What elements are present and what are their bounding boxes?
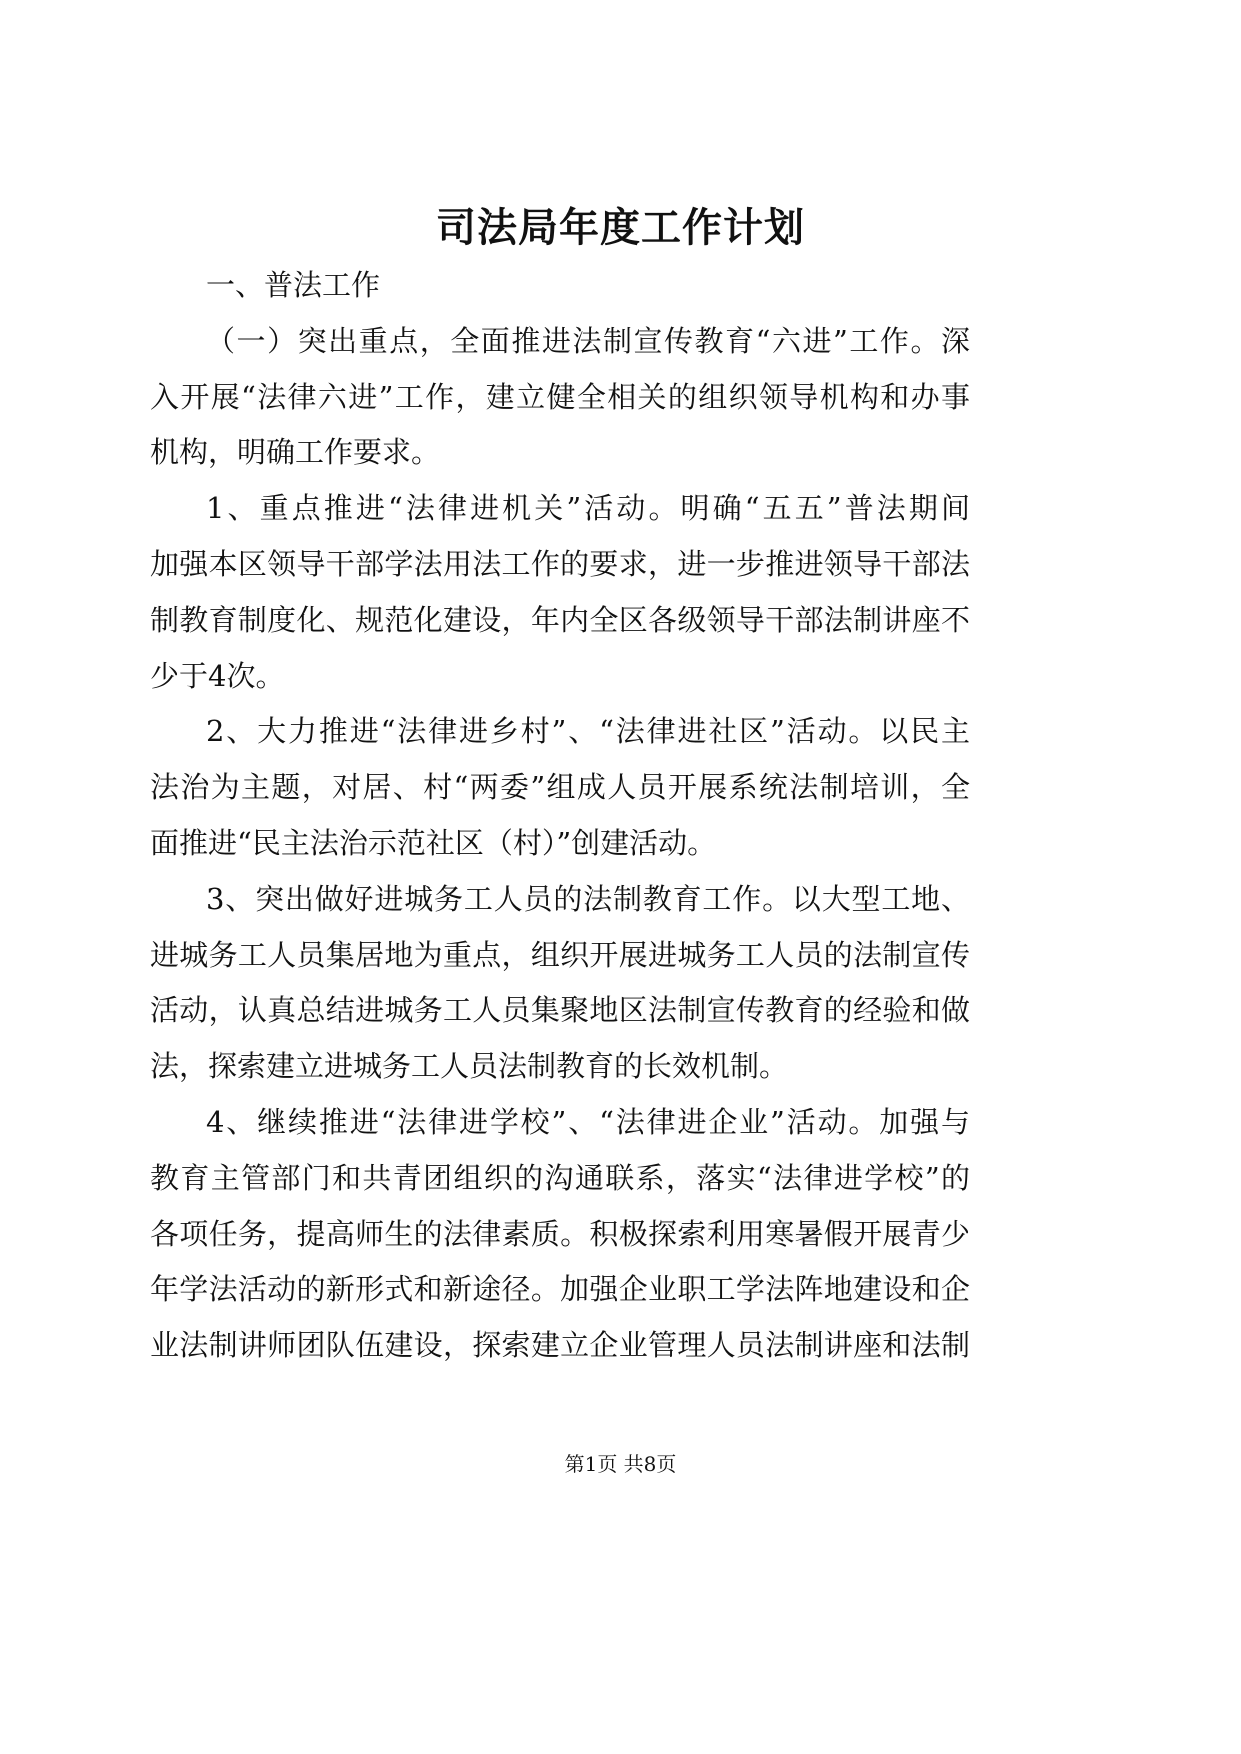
paragraph-line: （一）突出重点，全面推进法制宣传教育“六进”工作。深 xyxy=(206,323,970,358)
paragraph-line: 一、普法工作 xyxy=(206,268,381,302)
paragraph-line: 进城务工人员集居地为重点，组织开展进城务工人员的法制宣传 xyxy=(150,937,970,972)
paragraph-line: 各项任务，提高师生的法律素质。积极探索利用寒暑假开展青少 xyxy=(150,1216,970,1251)
paragraph-line: 机构，明确工作要求。 xyxy=(150,435,441,470)
document-title: 司法局年度工作计划 xyxy=(436,204,805,251)
paragraph-line: 4、继续推进“法律进学校”、“法律进企业”活动。加强与 xyxy=(206,1104,970,1139)
paragraph-line: 教育主管部门和共青团组织的沟通联系，落实“法律进学校”的 xyxy=(150,1160,970,1195)
paragraph-line: 2、大力推进“法律进乡村”、“法律进社区”活动。以民主 xyxy=(206,714,970,749)
page-footer: 第1页 共8页 xyxy=(564,1452,677,1476)
paragraph-line: 1、重点推进“法律进机关”活动。明确“五五”普法期间 xyxy=(206,491,970,526)
paragraph-line: 业法制讲师团队伍建设，探索建立企业管理人员法制讲座和法制 xyxy=(150,1328,970,1363)
paragraph-line: 3、突出做好进城务工人员的法制教育工作。以大型工地、 xyxy=(206,881,970,916)
paragraph-line: 法，探索建立进城务工人员法制教育的长效机制。 xyxy=(150,1049,789,1084)
paragraph-line: 面推进“民主法治示范社区（村）”创建活动。 xyxy=(150,825,717,860)
paragraph-line: 少于4次。 xyxy=(150,658,285,693)
paragraph-line: 年学法活动的新形式和新途径。加强企业职工学法阵地建设和企 xyxy=(150,1272,970,1307)
document-body xyxy=(150,258,970,1374)
paragraph-line: 活动，认真总结进城务工人员集聚地区法制宣传教育的经验和做 xyxy=(150,993,970,1028)
paragraph-line: 制教育制度化、规范化建设，年内全区各级领导干部法制讲座不 xyxy=(150,602,970,637)
paragraph-line: 法治为主题，对居、村“两委”组成人员开展系统法制培训，全 xyxy=(150,770,970,805)
paragraph-line: 加强本区领导干部学法用法工作的要求，进一步推进领导干部法 xyxy=(150,546,970,581)
paragraph-line: 入开展“法律六进”工作，建立健全相关的组织领导机构和办事 xyxy=(150,379,970,414)
